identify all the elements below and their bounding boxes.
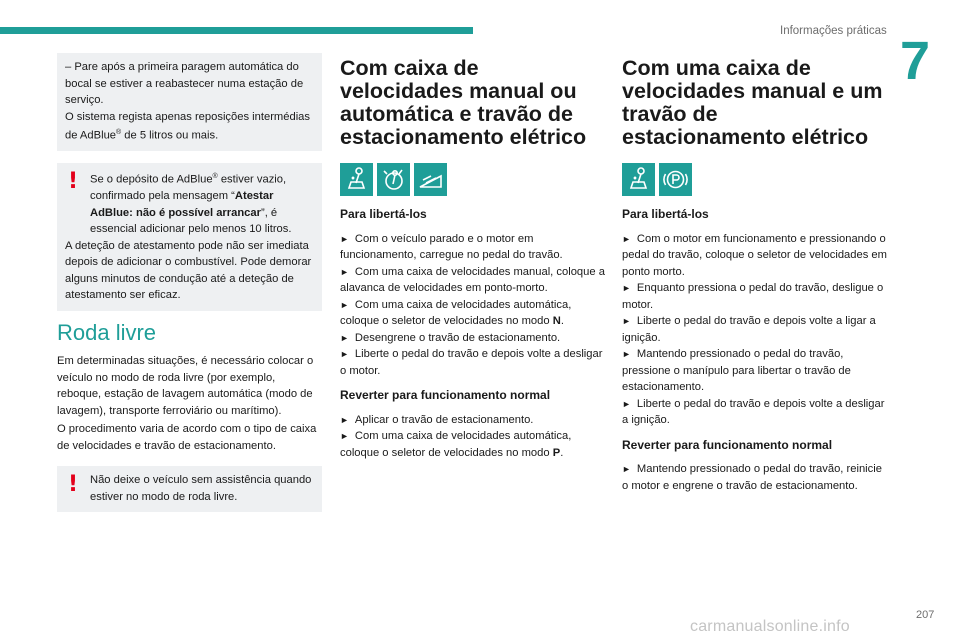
info-box — [57, 53, 322, 151]
section-title: Informações práticas — [780, 25, 887, 37]
icon-row — [622, 163, 887, 196]
parking-brake-icon — [659, 163, 692, 196]
roda-livre-paragraph-2: O procedimento varia de acordo com o tipo de caixa de velocidades e travão de estacionamento. — [57, 423, 317, 452]
subheading-release: Para libertá-los — [622, 207, 709, 221]
step-5: ► Liberte o pedal do travão e depois volte a desligar o motor. — [340, 348, 603, 377]
step-3: ► Liberte o pedal do travão e depois volte a ligar a ignição. — [622, 315, 876, 344]
column-middle — [340, 53, 605, 461]
icon-row — [340, 163, 605, 196]
subheading-revert: Reverter para funcionamento normal — [622, 437, 833, 452]
manual-gear-icon — [622, 163, 655, 196]
subheading-revert: Reverter para funcionamento normal — [340, 388, 551, 402]
warning-text-roda-livre: Não deixe o veículo sem assistência quando estiver no modo de roda livre. — [90, 474, 312, 503]
section-heading-manual-electric: Com uma caixa de velocidades manual e um travão de estacionamento elétrico — [622, 56, 883, 149]
step-4: ► Desengrene o travão de estacionamento. — [340, 331, 561, 344]
column-left — [57, 53, 322, 524]
chapter-number: 7 — [900, 31, 931, 91]
step-1: ► Com o veículo parado e o motor em funcionamento, carregue no pedal do travão. — [340, 232, 563, 261]
step-2: ► Enquanto pressiona o pedal do travão, desligue o motor. — [622, 282, 884, 311]
info-text-2: O sistema regista apenas reposições intermédias de AdBlue® de 5 litros ou mais. — [65, 110, 310, 142]
warning-icon: ! — [68, 169, 79, 195]
section-heading-manual-auto: Com caixa de velocidades manual ou automática e travão de estacionamento elétrico — [340, 56, 587, 149]
info-text-1: – Pare após a primeira paragem automática do bocal se estiver a reabastecer numa estação de serviço. — [65, 61, 304, 106]
warning-icon: ! — [68, 472, 79, 498]
section-heading-roda-livre: Roda livre — [57, 319, 157, 345]
warning-text-adblue: Se o depósito de AdBlue® estiver vazio, confirmado pela mensagem “Atestar AdBlue: não é possível arrancar”, é essencial adicionar pelo menos 10 litros. — [90, 173, 292, 236]
warning-text-detection: A deteção de atestamento pode não ser imediata depois de adicionar o combustível. Pode demorar alguns minutos de condução até a deteção de atestamento ser eficaz. — [65, 239, 312, 302]
slope-icon — [414, 163, 447, 196]
watermark: carmanualsonline.info — [690, 618, 850, 635]
manual-gear-icon — [340, 163, 373, 196]
step-5: ► Liberte o pedal do travão e depois volte a desligar a ignição. — [622, 397, 885, 426]
warning-box-roda-livre — [57, 466, 322, 512]
revert-step-1: ► Mantendo pressionado o pedal do travão, reinicie o motor e engrene o travão de estacionamento. — [622, 463, 882, 492]
page-number: 207 — [916, 609, 935, 621]
step-1: ► Com o motor em funcionamento e pressionando o pedal do travão, coloque o seletor de velocidades em ponto morto. — [622, 232, 887, 278]
step-4: ► Mantendo pressionado o pedal do travão, pressione o manípulo para libertar o travão de estacionamento. — [622, 348, 851, 393]
warning-box-adblue — [57, 163, 322, 311]
automatic-gear-icon — [377, 163, 410, 196]
column-right — [622, 53, 887, 494]
header-accent-bar — [0, 27, 473, 34]
roda-livre-paragraph-1: Em determinadas situações, é necessário colocar o veículo no modo de roda livre (por exemplo, reboque, estação de lavagem automática (modo de lavagem), transporte ferroviário ou marítimo). — [57, 355, 314, 417]
subheading-release: Para libertá-los — [340, 207, 427, 221]
revert-step-2: ► Com uma caixa de velocidades automática, coloque o seletor de velocidades no modo P. — [340, 430, 572, 459]
step-2: ► Com uma caixa de velocidades manual, coloque a alavanca de velocidades em ponto-morto. — [340, 265, 605, 294]
revert-step-1: ► Aplicar o travão de estacionamento. — [340, 413, 534, 426]
step-3: ► Com uma caixa de velocidades automática, coloque o seletor de velocidades no modo N. — [340, 298, 572, 327]
